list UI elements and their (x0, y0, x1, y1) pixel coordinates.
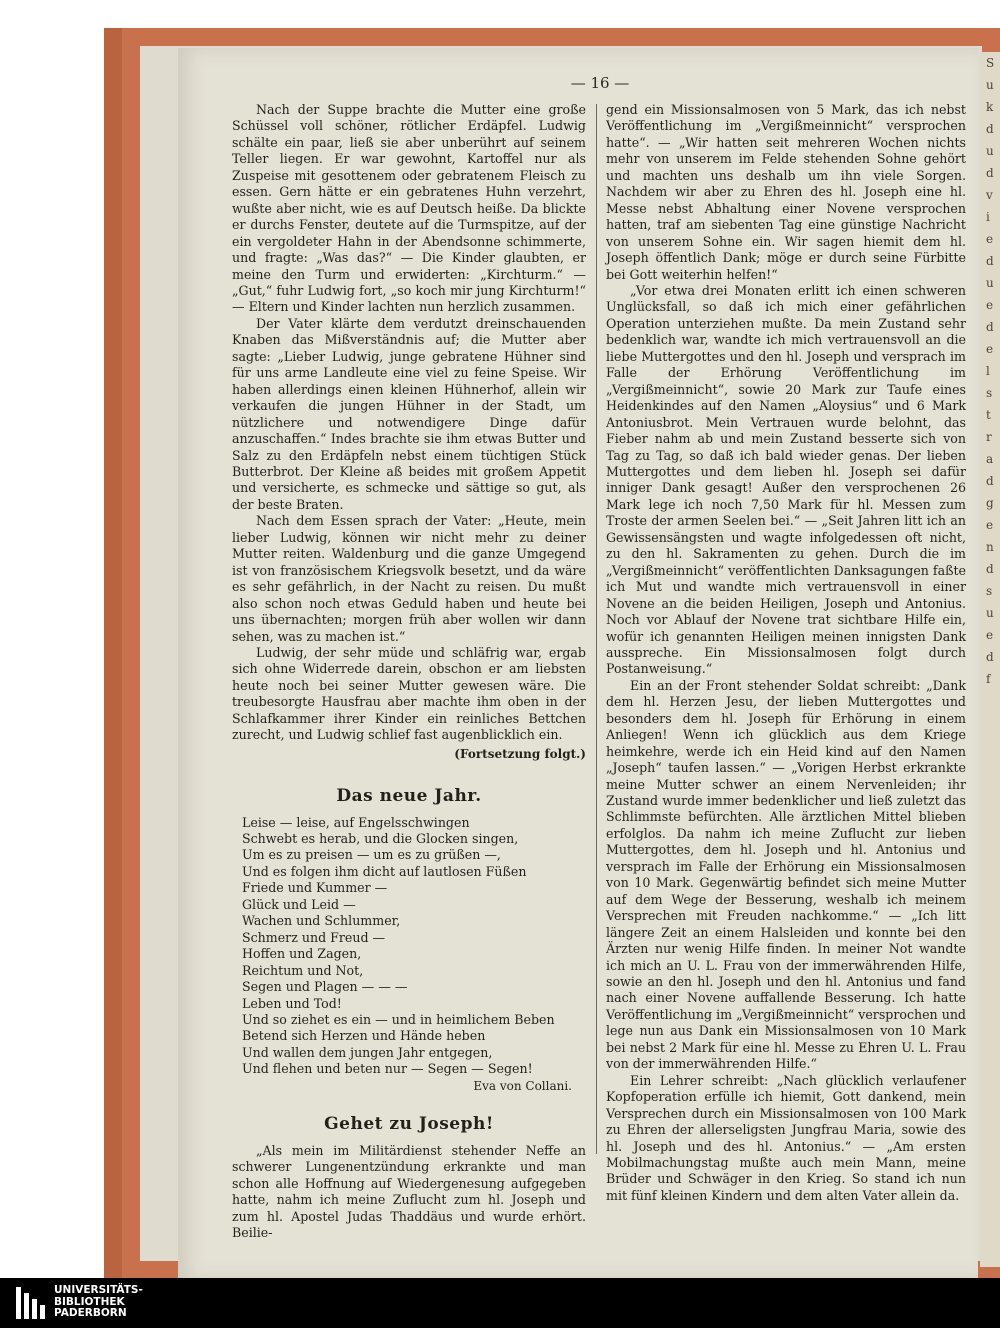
poem-line: Schwebt es herab, und die Glocken singen, (242, 831, 519, 847)
adjacent-page-fragment: d (986, 562, 994, 576)
section-paragraph: „Als mein im Militärdienst stehender Neffe an schwerer Lungenentzündung erkrankte und man schon alle Hoffnung auf Wiedergenesung aufgegeben hatte, nahm ich meine Zuflucht zum hl. Joseph und zum hl. Apostel Judas Thaddäus und wurde erhört. Beilie- (232, 1142, 586, 1240)
poem-line: Leise — leise, auf Engelsschwingen (242, 814, 470, 830)
adjacent-page-fragment: a (986, 452, 994, 466)
poem (242, 815, 586, 1078)
adjacent-page-fragment: e (986, 628, 994, 642)
poem-line: Und es folgen ihm dicht auf lautlosen Füßen (242, 863, 527, 879)
poem-line: Um es zu preisen — um es zu grüßen —, (242, 847, 501, 863)
story-paragraph: Nach dem Essen sprach der Vater: „Heute, mein lieber Ludwig, können wir nicht mehr zu deiner Mutter reiten. Waldenburg und die ganze Umgegend ist von französischem Kriegsvolk besetzt, und da wäre es sehr gefährlich, in der Nacht zu reisen. Du mußt also schon noch etwas Geduld haben und heute bei uns übernachten; morgen früh aber wollen wir dann sehen, was zu machen ist.“ (232, 513, 586, 644)
adjacent-page-fragment: u (986, 606, 994, 620)
page-number: — 16 — (570, 74, 630, 92)
adjacent-page-fragment: e (986, 518, 994, 532)
adjacent-page-fragment: d (986, 122, 994, 136)
poem-line: Wachen und Schlummer, (242, 913, 401, 929)
poem-line: Betend sich Herzen und Hände heben (242, 1028, 486, 1044)
library-name-line: PADERBORN (54, 1307, 127, 1319)
adjacent-page-fragment: v (986, 188, 993, 202)
testimony-paragraph: „Vor etwa drei Monaten erlitt ich einen schweren Unglücksfall, so daß ich mich einer gefährlichen Operation unterziehen mußte. Da mein Zustand sehr bedenklich war, wandte ich mich vertrauensvoll an die liebe Muttergottes und den hl. Joseph und versprach im Falle der Erhörung Veröffentlichung im „Vergißmeinnicht“, sowie 20 Mark zur Taufe eines Heidenkindes auf den Namen „Aloysius“ und 6 Mark Antoniusbrot. Mein Vertrauen wurde belohnt, das Fieber nahm ab und mein Zustand besserte sich von Tag zu Tag, so daß ich bald wieder genas. Der lieben Muttergottes und dem lieben hl. Joseph sei dafür inniger Dank gesagt! Außer den versprochenen 26 Mark lege ich noch 7,50 Mark für hl. Messen zum Troste der armen Seelen bei.“ — „Seit Jahren litt ich an Gewissensängsten und wagte infolgedessen oft nicht, zu den hl. Sakramenten zu gehen. Durch die im „Vergißmeinnicht“ veröffentlichten Danksagungen faßte ich Mut und wandte mich vertrauensvoll in einer Novene an die beiden Heiligen, Joseph und Antonius. Noch vor Ablauf der Novene trat sichtbare Hilfe ein, wofür ich genannten Heiligen meinen innigsten Dank ausspreche. Ein Missionsalmosen folgt durch Postanweisung.“ (606, 282, 967, 677)
story-paragraph: Der Vater klärte dem verdutzt dreinschauenden Knaben das Mißverständnis auf; die Mutter aber sagte: „Lieber Ludwig, junge gebratene Hühner sind für uns arme Landleute eine viel zu feine Speise. Wir haben allerdings einen kleinen Hühnerhof, allein wir verkaufen die jungen Hühner in der Stadt, um nützlichere und notwendigere Dinge dafür anzuschaffen.“ Indes brachte sie ihm etwas Butter und Salz zu den Erdäpfeln nebst einem tüchtigen Stück Butterbrot. Der Kleine aß beides mit großem Appetit und versicherte, es schmecke und sättige so gut, als der beste Braten. (232, 315, 586, 512)
adjacent-page-fragment: u (986, 144, 994, 158)
poem-line: Friede und Kummer — (242, 880, 388, 896)
adjacent-page-fragment: d (986, 254, 994, 268)
adjacent-page-fragment: s (986, 386, 993, 400)
adjacent-page-fragment: g (986, 496, 994, 510)
poem-line: Glück und Leid — (242, 896, 356, 912)
adjacent-page-fragment: i (986, 210, 990, 224)
story-paragraph: Ludwig, der sehr müde und schläfrig war, ergab sich ohne Widerrede darein, obschon er am liebsten heute noch bei seiner Mutter gewesen wäre. Die treubesorgte Hausfrau aber machte ihm oben in der Schlafkammer ihrer Kinder ein reinliches Bettchen zurecht, und Ludwig schlief fast augenblicklich ein. (232, 644, 586, 743)
continuation-note: (Fortsetzung folgt.) (454, 746, 586, 761)
adjacent-page-fragment: f (986, 672, 991, 686)
adjacent-page-edge (980, 52, 1000, 1267)
library-logo-icon (14, 1285, 46, 1321)
poem-line: Und wallen dem jungen Jahr entgegen, (242, 1044, 493, 1060)
testimony-paragraph: gend ein Missionsalmosen von 5 Mark, das ich nebst Veröffentlichung im „Vergißmeinnicht“ versprochen hatte“. — „Wir hatten seit mehreren Wochen nichts mehr von unserem im Felde stehenden Sohne gehört und machten uns deshalb um ihn viele Sorgen. Nachdem wir aber zu Ehren des hl. Joseph eine hl. Messe nebst Abhaltung einer Novene versprochen hatten, traf am siebenten Tag eine günstige Nachricht von unserem Sohne ein. Wir sagen hiemit dem hl. Joseph öffentlich Dank; möge er durch seine Fürbitte bei Gott weiterhin helfen!“ (606, 102, 966, 282)
poem-line: Schmerz und Freud — (242, 929, 386, 945)
adjacent-page-fragment: l (986, 364, 990, 378)
adjacent-page-fragment: d (986, 320, 994, 334)
left-column (232, 102, 586, 1241)
adjacent-page-fragment: d (986, 650, 994, 664)
adjacent-page-fragment: e (986, 232, 994, 246)
library-name (54, 1285, 143, 1320)
adjacent-page-fragment: e (986, 298, 994, 312)
library-name-line: UNIVERSITÄTS- (54, 1284, 143, 1296)
adjacent-page-fragment: d (986, 474, 994, 488)
story-paragraph: Nach der Suppe brachte die Mutter eine große Schüssel voll schöner, rötlicher Erdäpfel. Ludwig schälte ein paar, ließ sie aber unberührt auf seinem Teller liegen. Er war gewohnt, Kartoffel nur als Zuspeise mit gesottenem oder gebratenem Fleisch zu essen. Gern hätte er ein gebratenes Huhn verzehrt, wußte aber nicht, wie es auf Deutsch heiße. Da blickte er durchs Fenster, deutete auf die Turmspitze, auf der ein vergoldeter Hahn in der Abendsonne schimmerte, und fragte: „Was das?“ — Die Kinder glaubten, er meine den Turm und erwiderten: „Kirchturm.“ — „Gut,“ fuhr Ludwig fort, „so koch mir jung Kirchturm!“ — Eltern und Kinder lachten nun herzlich zusammen. (232, 102, 586, 315)
poem-line: Hoffen und Zagen, (242, 946, 362, 962)
poem-title: Das neue Jahr. (336, 786, 482, 807)
adjacent-page-fragment: d (986, 166, 994, 180)
library-name-line: BIBLIOTHEK (54, 1295, 125, 1308)
footer-bar (0, 1278, 1000, 1328)
column-divider (596, 104, 597, 1154)
poem-line: Und so ziehet es ein — und in heimlichem Beben (242, 1012, 555, 1028)
poem-author: Eva von Collani. (473, 1078, 572, 1093)
poem-line: Leben und Tod! (242, 995, 342, 1011)
adjacent-page-fragment: k (986, 100, 994, 114)
section-title: Gehet zu Joseph! (324, 1114, 494, 1135)
poem-line: Reichtum und Not, (242, 962, 364, 978)
poem-line: Und flehen und beten nur — Segen — Segen! (242, 1061, 533, 1077)
adjacent-page-fragment: u (986, 78, 994, 92)
adjacent-page-fragment: r (986, 430, 992, 444)
adjacent-page-fragment: s (986, 584, 993, 598)
testimony-paragraph: Ein an der Front stehender Soldat schreibt: „Dank dem hl. Herzen Jesu, der lieben Muttergottes und besonders dem hl. Joseph für Erhörung in einem Anliegen! Wenn ich glücklich aus dem Kriege heimkehre, werde ich ein Heid kind auf den Namen „Joseph“ taufen lassen.“ — „Vorigen Herbst erkrankte meine Mutter schwer an einem Nervenleiden; ihr Zustand wurde immer bedenklicher und ließ zuletzt das Schlimmste befürchten. Alle ärztlichen Mittel blieben erfolglos. Da nahm ich meine Zuflucht zur lieben Muttergottes, dem hl. Joseph und hl. Antonius und versprach im Falle der Erhörung ein Missionsalmosen von 10 Mark. Gegenwärtig befindet sich meine Mutter auf dem Wege der Besserung, weshalb ich meinem Versprechen mit Freuden nachkomme.“ — „Ich litt längere Zeit an einem Halsleiden und konnte bei den Ärzten nur wenig Hilfe finden. In meiner Not wandte ich mich an U. L. Frau von der immerwährenden Hilfe, sowie an den hl. Joseph und den hl. Antonius und fand nach einer Novene auffallende Besserung. Ich hatte Veröffentlichung im „Vergißmeinnicht“ versprochen und lege nun aus Dank ein Missionsalmosen von 10 Mark bei nebst 2 Mark für eine hl. Messe zu Ehren U. L. Frau von der immerwährenden Hilfe.“ (606, 677, 966, 1072)
adjacent-page-fragment: t (986, 408, 991, 422)
adjacent-page-fragment: S (986, 56, 995, 70)
testimony-paragraph: Ein Lehrer schreibt: „Nach glücklich verlaufener Kopfoperation erfülle ich hiemit, Gott dankend, mein Versprechen durch ein Missionsalmosen von 100 Mark zu Ehren der allerseligsten Jungfrau Maria, sowie des hl. Joseph und des hl. Antonius.“ — „Am ersten Mobilmachungstag mußte auch mein Mann, meine Brüder und Schwäger in den Krieg. So stand ich nun mit fünf kleinen Kindern und dem alten Vater allein da. (606, 1072, 966, 1203)
poem-line: Segen und Plagen — — — (242, 979, 408, 995)
adjacent-page-fragment: n (986, 540, 994, 554)
adjacent-page-fragment: u (986, 276, 994, 290)
right-column (606, 102, 966, 1204)
adjacent-page-fragment: e (986, 342, 994, 356)
